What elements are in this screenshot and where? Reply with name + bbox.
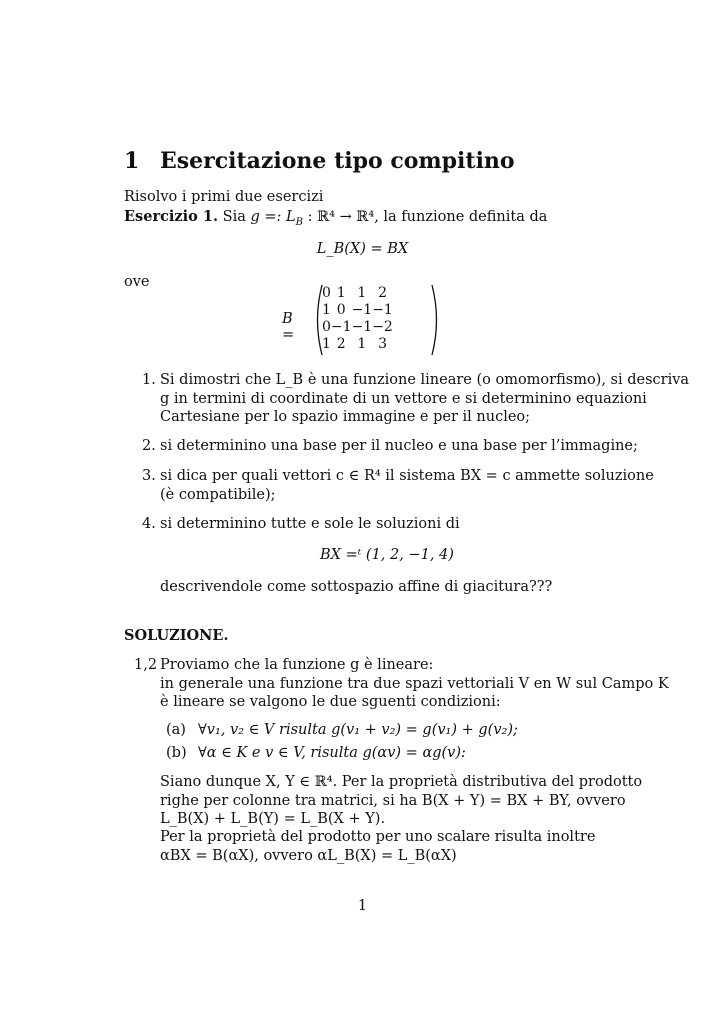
matrix-cell: −1 bbox=[351, 319, 373, 335]
condition-label: (a) bbox=[166, 722, 186, 738]
item-1-line: Cartesiane per lo spazio immagine e per il nucleo; bbox=[160, 409, 531, 425]
item-4-after: descrivendole come sottospazio affine di giacitura??? bbox=[160, 579, 553, 595]
item-label: 3. bbox=[142, 468, 156, 484]
item-1-line: g in termini di coordinate di un vettore e si determinino equazioni bbox=[160, 391, 647, 407]
matrix-row bbox=[322, 319, 393, 336]
item-3-line: si dica per quali vettori c ∈ R⁴ il sistema BX = c ammette soluzione bbox=[160, 468, 654, 484]
intro-text: Risolvo i primi due esercizi bbox=[124, 189, 324, 205]
item-2-line: si determinino una base per il nucleo e una base per l’immagine; bbox=[160, 438, 638, 454]
matrix-cell: 1 bbox=[322, 336, 331, 352]
formula-lb: L_B(X) = BX bbox=[316, 241, 409, 257]
section-number: 1 bbox=[124, 148, 140, 174]
exercise-post: : ℝ⁴ → ℝ⁴, la funzione definita da bbox=[307, 209, 548, 225]
solution-heading: SOLUZIONE. bbox=[124, 627, 229, 644]
condition-text: ∀v₁, v₂ ∈ V risulta g(v₁ + v₂) = g(v₁) + g(v₂); bbox=[198, 722, 518, 738]
condition-label: (b) bbox=[166, 745, 187, 761]
matrix-cell: 1 bbox=[357, 285, 367, 301]
solution-para-line: L_B(X) + L_B(Y) = L_B(X + Y). bbox=[160, 811, 386, 827]
solution-line: è lineare se valgono le due sguenti condizioni: bbox=[160, 694, 501, 710]
matrix-cell: 1 bbox=[357, 336, 367, 352]
matrix-table bbox=[322, 285, 393, 353]
matrix-cell: 2 bbox=[336, 336, 346, 352]
solution-line: Proviamo che la funzione g è lineare: bbox=[160, 657, 434, 673]
solution-label: 1,2 bbox=[134, 657, 158, 673]
item-1-line: Si dimostri che L_B è una funzione lineare (o omomorfismo), si descriva bbox=[160, 372, 690, 388]
exercise-statement bbox=[124, 207, 547, 232]
exercise-math: g =: L bbox=[250, 209, 296, 225]
solution-para-line: Per la proprietà del prodotto per uno scalare risulta inoltre bbox=[160, 829, 596, 845]
matrix-cell: −1 bbox=[372, 302, 393, 318]
matrix-row bbox=[322, 285, 393, 302]
solution-para-line: righe per colonne tra matrici, si ha B(X + Y) = BX + BY, ovvero bbox=[160, 793, 626, 809]
right-paren-icon bbox=[430, 284, 442, 356]
item-label: 4. bbox=[142, 516, 156, 532]
solution-line: in generale una funzione tra due spazi vettoriali V en W sul Campo K bbox=[160, 676, 669, 692]
matrix-row bbox=[322, 336, 393, 353]
exercise-pre: Sia bbox=[222, 209, 246, 225]
matrix-cell: 0 bbox=[336, 302, 346, 318]
exercise-sub: B bbox=[295, 216, 303, 228]
section-heading bbox=[124, 146, 515, 176]
matrix-row bbox=[322, 302, 393, 319]
matrix-cell: −2 bbox=[372, 319, 393, 335]
exercise-label: Esercizio 1. bbox=[124, 208, 219, 225]
matrix-cell: 2 bbox=[378, 285, 387, 301]
ove-text: ove bbox=[124, 274, 150, 290]
matrix-cell: 1 bbox=[336, 285, 346, 301]
item-4-line: si determinino tutte e sole le soluzioni di bbox=[160, 516, 460, 532]
page-number: 1 bbox=[357, 898, 368, 914]
matrix-label: B = bbox=[282, 311, 295, 343]
matrix-cell: −1 bbox=[351, 302, 373, 318]
condition-text: ∀α ∈ K e v ∈ V, risulta g(αv) = αg(v): bbox=[198, 745, 466, 761]
matrix-cell: 3 bbox=[378, 336, 387, 352]
matrix-cell: −1 bbox=[330, 319, 352, 335]
item-label: 2. bbox=[142, 438, 156, 454]
solution-para-line: Siano dunque X, Y ∈ ℝ⁴. Per la proprietà distributiva del prodotto bbox=[160, 774, 643, 790]
matrix-cell: 0 bbox=[322, 285, 331, 301]
item-3-line: (è compatibile); bbox=[160, 487, 276, 503]
section-title: Esercitazione tipo compitino bbox=[160, 148, 515, 174]
item-4-formula: BX =ᵗ (1, 2, −1, 4) bbox=[320, 547, 454, 563]
item-label: 1. bbox=[142, 372, 156, 388]
matrix-cell: 1 bbox=[322, 302, 331, 318]
solution-para-line: αBX = B(αX), ovvero αL_B(X) = L_B(αX) bbox=[160, 848, 457, 864]
matrix-cell: 0 bbox=[322, 319, 331, 335]
